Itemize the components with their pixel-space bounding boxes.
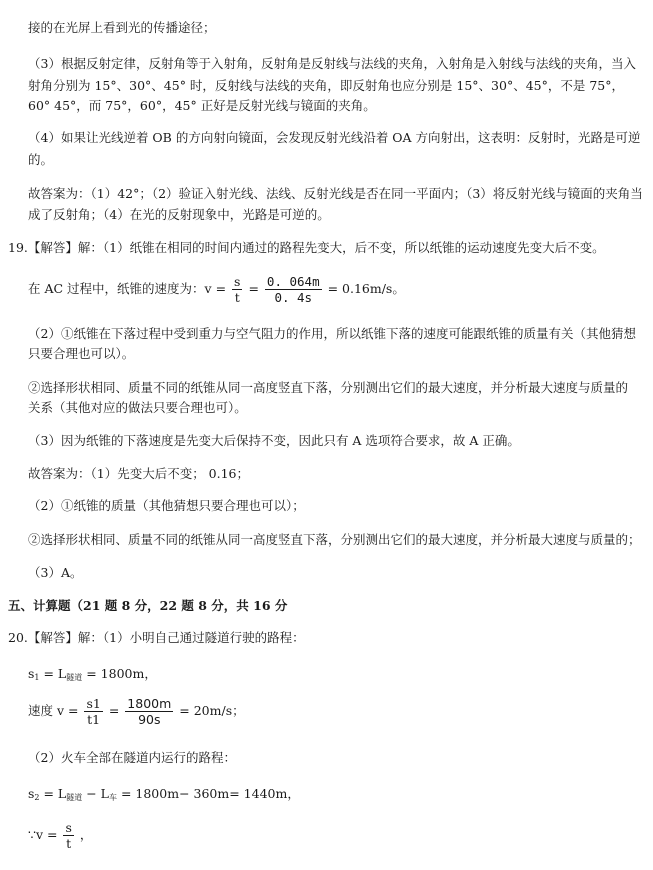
fraction-s1-over-t1 bbox=[84, 696, 102, 727]
velocity-equation-v bbox=[28, 696, 245, 727]
denominator: 0. 4s bbox=[274, 290, 313, 305]
eq-text: 速度 v = bbox=[28, 703, 79, 718]
velocity-equation-ac bbox=[28, 274, 405, 305]
text-line: 关系（其他对应的做法只要合理也可）。 bbox=[28, 400, 247, 415]
distance-s1-equation bbox=[28, 664, 157, 683]
text-line: （3）根据反射定律，反射角等于入射角，反射角是反射线与法线的夹角，入射角是入射线与法线的夹角，当入 bbox=[28, 56, 636, 71]
text-line: 成了反射角；（4）在光的反射现象中，光路是可逆的。 bbox=[28, 207, 330, 222]
text-line: （2）火车全部在隧道内运行的路程： bbox=[28, 750, 236, 765]
distance-s2-equation bbox=[28, 784, 300, 803]
numerator: s1 bbox=[86, 696, 101, 711]
text-line: ②选择形状相同、质量不同的纸锥从同一高度竖直下落，分别测出它们的最大速度，并分析最大速度与质量的； bbox=[28, 532, 641, 547]
denominator: t bbox=[234, 290, 240, 305]
denominator: t bbox=[66, 836, 72, 851]
text-line: （2）①纸锥的质量（其他猜想只要合理也可以）； bbox=[28, 498, 305, 513]
text-line: （2）①纸锥在下落过程中受到重力与空气阻力的作用，所以纸锥下落的速度可能跟纸锥的质量有关（其他猜想 bbox=[28, 326, 636, 341]
eq-text: = L bbox=[39, 666, 67, 681]
eq-result: = 20m/s； bbox=[179, 703, 245, 718]
subscript: 1 bbox=[34, 673, 40, 682]
eq-text: ∵v = bbox=[28, 827, 58, 842]
eq-text: ， bbox=[79, 827, 93, 842]
velocity-formula bbox=[28, 820, 92, 851]
text-line: （3）因为纸锥的下落速度是先变大后保持不变，因此只有 A 选项符合要求，故 A 正确。 bbox=[28, 433, 520, 448]
eq-text: s bbox=[28, 666, 35, 681]
subscript: 2 bbox=[34, 793, 40, 802]
numerator: s bbox=[234, 274, 241, 289]
eq-text: = 1800m− 360m= 1440m， bbox=[116, 786, 300, 801]
fraction-s-over-t bbox=[232, 274, 242, 305]
question-20-heading: 20.【解答】解：（1）小明自己通过隧道行驶的路程： bbox=[8, 630, 305, 645]
eq-text: = L bbox=[39, 786, 67, 801]
text-line: 射角分别为 15°、30°、45° 时，反射线与法线的夹角，即反射角也应分别是 15°、30°、45°，不是 75°， bbox=[28, 78, 624, 93]
denominator: 90s bbox=[138, 712, 161, 727]
text-line: 60° 45°，而 75°，60°，45° 正好是反射光线与镜面的夹角。 bbox=[28, 98, 376, 113]
text-line: （3）A。 bbox=[28, 565, 83, 580]
denominator: t1 bbox=[87, 712, 101, 727]
text-line: 只要合理也可以）。 bbox=[28, 346, 135, 361]
text-line: 故答案为：（1）42°；（2）验证入射光线、法线、反射光线是否在同一平面内；（3）将反射光线与镜面的夹角当 bbox=[28, 186, 643, 201]
fraction-values bbox=[265, 274, 322, 305]
numerator: s bbox=[65, 820, 72, 835]
eq-sign: = bbox=[248, 281, 259, 296]
subscript: 隧道 bbox=[66, 793, 83, 802]
eq-result: = 0.16m/s。 bbox=[327, 281, 405, 296]
fraction-values bbox=[125, 696, 173, 727]
eq-text: = 1800m， bbox=[82, 666, 157, 681]
numerator: 0. 064m bbox=[266, 274, 320, 289]
eq-text: s bbox=[28, 786, 35, 801]
eq-text: − L bbox=[82, 786, 109, 801]
text-line: 故答案为：（1）先变大后不变； 0.16； bbox=[28, 466, 250, 481]
subscript: 隧道 bbox=[66, 673, 83, 682]
subscript: 车 bbox=[108, 793, 117, 802]
text-line: （4）如果让光线逆着 OB 的方向射向镜面，会发现反射光线沿着 OA 方向射出，这表明：反射时，光路是可逆 bbox=[28, 130, 641, 145]
text-line: 的。 bbox=[28, 152, 54, 167]
eq-sign: = bbox=[108, 703, 120, 718]
fraction-s-over-t bbox=[63, 820, 73, 851]
eq-text: 在 AC 过程中，纸锥的速度为：v = bbox=[28, 281, 227, 296]
question-19-heading: 19.【解答】解：（1）纸锥在相同的时间内通过的路程先变大，后不变，所以纸锥的运动速度先变大后不变。 bbox=[8, 240, 605, 255]
text-line: 接的在光屏上看到光的传播途径； bbox=[28, 20, 216, 35]
text-line: ②选择形状相同、质量不同的纸锥从同一高度竖直下落，分别测出它们的最大速度，并分析最大速度与质量的 bbox=[28, 380, 629, 395]
numerator: 1800m bbox=[127, 696, 172, 711]
section-heading-calculation: 五、计算题（21 题 8 分，22 题 8 分，共 16 分 bbox=[8, 598, 288, 613]
